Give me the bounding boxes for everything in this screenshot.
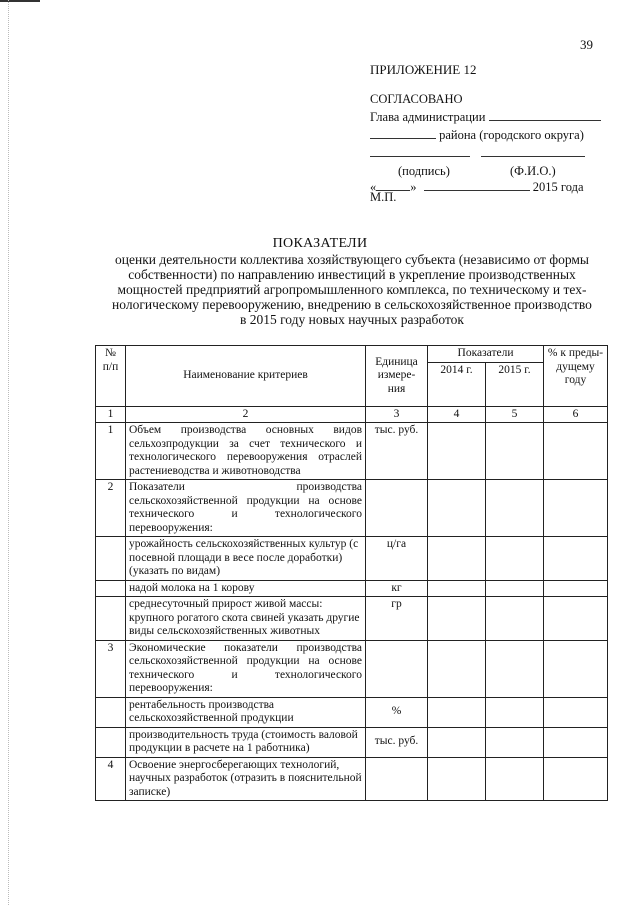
value-2014 <box>428 580 486 597</box>
value-2014 <box>428 697 486 727</box>
row-num <box>96 597 126 641</box>
district-label: района (городского округа) <box>439 128 584 142</box>
header-unit: Единица измере-ния <box>366 346 428 407</box>
value-2015 <box>486 640 544 697</box>
row-num <box>96 580 126 597</box>
criteria-table <box>95 345 608 801</box>
row-num: 4 <box>96 757 126 801</box>
table-row <box>96 537 608 581</box>
table-row <box>96 480 608 537</box>
approval-block <box>370 90 620 196</box>
table-row <box>96 640 608 697</box>
value-percent <box>544 640 608 697</box>
fio-blank <box>481 144 585 157</box>
header-name: Наименование критериев <box>126 346 366 407</box>
value-2014 <box>428 537 486 581</box>
subtitle-line: нологическому перевооружению, внедрению в сельскохозяйственное производство <box>112 297 592 312</box>
signature-caption: (подпись) <box>398 164 450 178</box>
approved-label: СОГЛАСОВАНО <box>370 92 463 106</box>
table-row <box>96 727 608 757</box>
value-2015 <box>486 580 544 597</box>
subtitle-line: собственности) по направлению инвестиций в укрепление производственных <box>128 267 576 282</box>
row-num <box>96 727 126 757</box>
page-number: 39 <box>580 37 593 52</box>
index-cell: 3 <box>366 406 428 423</box>
row-name: производительность труда (стоимость валовой продукции в расчете на 1 работника) <box>126 727 366 757</box>
name-caption: (Ф.И.О.) <box>510 164 556 178</box>
row-unit: ц/га <box>366 537 428 581</box>
district-blank <box>370 126 436 139</box>
value-percent <box>544 757 608 801</box>
table-row <box>96 697 608 727</box>
appendix-label: ПРИЛОЖЕНИЕ 12 <box>370 62 477 77</box>
row-name: Объем производства основных видов сельхозпродукции за счет технического и технологического перевооружения отраслей растениеводства и животноводства <box>126 423 366 480</box>
header-percent: % к преды-дущему году <box>544 346 608 407</box>
value-2014 <box>428 597 486 641</box>
row-unit: тыс. руб. <box>366 423 428 480</box>
table-row <box>96 597 608 641</box>
value-2014 <box>428 757 486 801</box>
value-percent <box>544 580 608 597</box>
row-num: 1 <box>96 423 126 480</box>
row-name: урожайность сельскохозяйственных культур (с посевной площади в весе после доработки) (указать по видам) <box>126 537 366 581</box>
value-percent <box>544 597 608 641</box>
district-line <box>370 126 620 144</box>
table-row <box>96 423 608 480</box>
index-cell: 5 <box>486 406 544 423</box>
month-blank <box>424 178 530 191</box>
row-name: Освоение энергосберегающих технологий, научных разработок (отразить в пояснительной записке) <box>126 757 366 801</box>
row-num <box>96 537 126 581</box>
table-row <box>96 580 608 597</box>
value-percent <box>544 480 608 537</box>
document-title: ПОКАЗАТЕЛИ <box>272 236 368 251</box>
row-num <box>96 697 126 727</box>
value-2015 <box>486 423 544 480</box>
table-row <box>96 757 608 801</box>
table-header-row <box>96 346 608 363</box>
header-2014: 2014 г. <box>428 362 486 406</box>
head-of-admin-label: Глава администрации <box>370 110 486 124</box>
row-unit <box>366 640 428 697</box>
row-unit: тыс. руб. <box>366 727 428 757</box>
row-unit: кг <box>366 580 428 597</box>
row-unit: % <box>366 697 428 727</box>
margin-line <box>8 0 10 905</box>
top-edge-mark <box>0 0 40 5</box>
value-2015 <box>486 537 544 581</box>
value-2015 <box>486 480 544 537</box>
row-unit <box>366 480 428 537</box>
value-percent <box>544 727 608 757</box>
index-cell: 6 <box>544 406 608 423</box>
date-line <box>370 178 620 196</box>
date-open-quote: « <box>370 180 377 194</box>
row-name: рентабельность производства сельскохозяйственной продукции <box>126 697 366 727</box>
value-2015 <box>486 697 544 727</box>
head-name-blank <box>489 108 601 121</box>
index-cell: 2 <box>126 406 366 423</box>
header-2015: 2015 г. <box>486 362 544 406</box>
value-2014 <box>428 480 486 537</box>
value-percent <box>544 697 608 727</box>
row-name: Экономические показатели производства сельскохозяйственной продукции на основе технического и технологического перевооружения: <box>126 640 366 697</box>
value-percent <box>544 537 608 581</box>
index-cell: 1 <box>96 406 126 423</box>
value-2014 <box>428 727 486 757</box>
value-2015 <box>486 597 544 641</box>
row-num: 3 <box>96 640 126 697</box>
row-unit <box>366 757 428 801</box>
year-label: 2015 года <box>532 180 584 194</box>
stamp-label: М.П. <box>370 190 397 204</box>
head-of-admin-line <box>370 108 620 126</box>
signature-line <box>370 144 620 162</box>
value-percent <box>544 423 608 480</box>
signature-captions <box>370 162 620 176</box>
row-num: 2 <box>96 480 126 537</box>
row-name: Показатели производства сельскохозяйственной продукции на основе технического и технологического перевооружения: <box>126 480 366 537</box>
subtitle-line: в 2015 году новых научных разработок <box>239 312 464 327</box>
document-subtitle <box>92 252 612 327</box>
row-name: среднесуточный прирост живой массы: крупного рогатого скота свиней указать другие виды сельскохозяйственных животных <box>126 597 366 641</box>
date-close-quote: » <box>410 180 417 194</box>
subtitle-line: оценки деятельности коллектива хозяйствующего субъекта (независимо от формы <box>115 252 589 267</box>
index-row <box>96 406 608 423</box>
index-cell: 4 <box>428 406 486 423</box>
row-name: надой молока на 1 корову <box>126 580 366 597</box>
value-2015 <box>486 727 544 757</box>
value-2015 <box>486 757 544 801</box>
header-indicators: Показатели <box>428 346 544 363</box>
header-num: № п/п <box>96 346 126 407</box>
subtitle-line: мощностей предприятий агропромышленного комплекса, по техническому и тех- <box>117 282 587 297</box>
value-2014 <box>428 423 486 480</box>
signature-blank <box>370 144 470 157</box>
row-unit: гр <box>366 597 428 641</box>
value-2014 <box>428 640 486 697</box>
